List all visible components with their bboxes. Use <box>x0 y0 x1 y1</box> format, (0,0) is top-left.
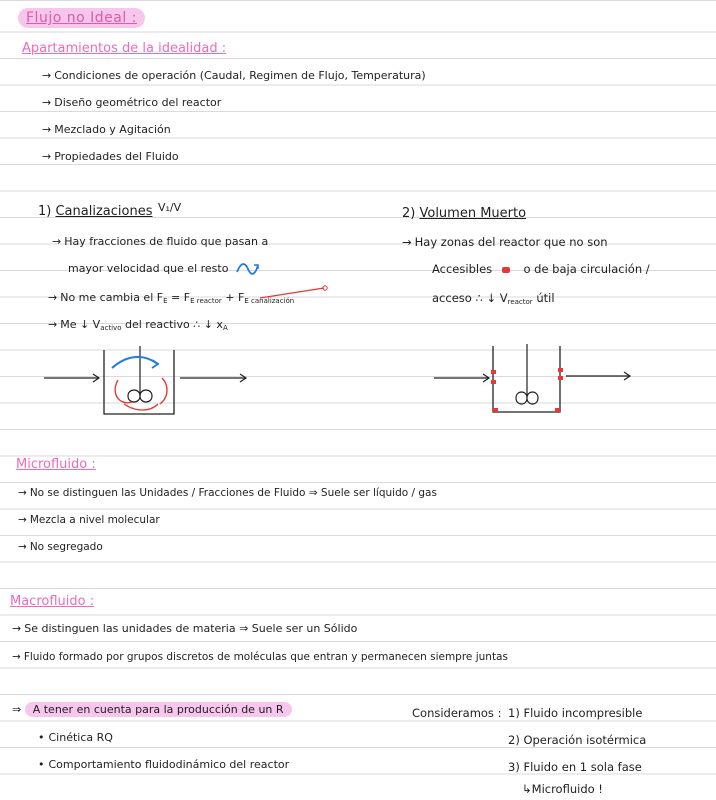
page-title: Flujo no Ideal : <box>18 8 145 28</box>
arrow-down-right-icon: ↳ <box>522 782 532 796</box>
reactor-channeling-diagram <box>40 340 260 420</box>
arrow-right-icon: → <box>12 622 22 635</box>
list-item: → Se distinguen las unidades de materia ⇒ Suele ser un Sólido <box>12 622 358 635</box>
tener-en-cuenta-heading: ⇒ A tener en cuenta para la producción de un R <box>12 703 292 717</box>
list-item: → Fluido formado por grupos discretos de moléculas que entran y permanecen siempre juntas <box>12 651 508 663</box>
red-strike-icon <box>258 284 330 300</box>
list-item: → Condiciones de operación (Caudal, Regimen de Flujo, Temperatura) <box>42 69 426 82</box>
arrow-right-icon: → <box>48 291 58 304</box>
arrow-right-icon: → <box>42 150 52 163</box>
list-item-continuation: acceso ∴ ↓ $V_{reactor}$ útil <box>432 291 555 306</box>
arrow-right-icon: → <box>402 235 412 249</box>
consideramos-heading: Consideramos : <box>412 706 502 720</box>
consideramos-note: ↳Microfluido ! <box>522 782 603 796</box>
list-item: → Diseño geométrico del reactor <box>42 96 222 109</box>
section-heading-microfluido: Microfluido : <box>16 457 96 472</box>
list-item: 2) Operación isotérmica <box>508 733 647 747</box>
list-item: → Hay zonas del reactor que no son <box>402 235 608 249</box>
list-item-continuation: mayor velocidad que el resto <box>68 262 229 275</box>
arrow-right-icon: → <box>42 69 52 82</box>
list-item: • Cinética RQ <box>38 731 113 744</box>
highlight: A tener en cuenta para la producción de un R <box>25 702 292 717</box>
bullet-dot-icon: • <box>38 758 45 771</box>
list-item: → Hay fracciones de fluido que pasan a <box>52 235 269 248</box>
section-heading-apartamientos: Apartamientos de la idealidad : <box>22 41 227 56</box>
arrow-right-icon: → <box>18 514 27 526</box>
list-item: → Me ↓ $V_{activo}$ del reactivo ∴ ↓ $x_A$ <box>48 318 228 332</box>
list-item: → No segregado <box>18 541 103 553</box>
arrow-right-icon: → <box>42 96 52 109</box>
arrow-right-icon: → <box>12 651 21 663</box>
arrow-right-icon: → <box>48 318 58 331</box>
blue-flow-squiggle-icon <box>235 262 261 276</box>
list-item: → Propiedades del Fluido <box>42 150 179 163</box>
canalizaciones-heading: 1) Canalizaciones <box>38 204 153 219</box>
list-item: • Comportamiento fluidodinámico del reactor <box>38 758 290 771</box>
arrow-right-icon: → <box>52 235 62 248</box>
arrow-right-icon: → <box>18 487 27 499</box>
bullet-dot-icon: • <box>38 731 45 744</box>
arrow-right-icon: → <box>42 123 52 136</box>
red-marker-icon <box>502 267 510 273</box>
reactor-dead-volume-diagram <box>430 340 640 420</box>
list-item: 3) Fluido en 1 sola fase <box>508 760 642 774</box>
list-item: → Mezcla a nivel molecular <box>18 514 160 526</box>
list-item-continuation: Accesibles o de baja circulación / <box>432 262 650 276</box>
ratio-label: V₁/V <box>158 201 182 214</box>
list-item: → No me cambia el $F_E = F_{E reactor} + F_{E canalización}$ <box>48 291 295 305</box>
section-heading-macrofluido: Macrofluido : <box>10 594 95 609</box>
list-item: → Mezclado y Agitación <box>42 123 171 136</box>
arrow-right-icon: → <box>18 541 27 553</box>
list-item: 1) Fluido incompresible <box>508 706 643 720</box>
volumen-muerto-heading: 2) Volumen Muerto <box>402 206 527 221</box>
list-item: → No se distinguen las Unidades / Fracciones de Fluido ⇒ Suele ser líquido / gas <box>18 487 437 499</box>
